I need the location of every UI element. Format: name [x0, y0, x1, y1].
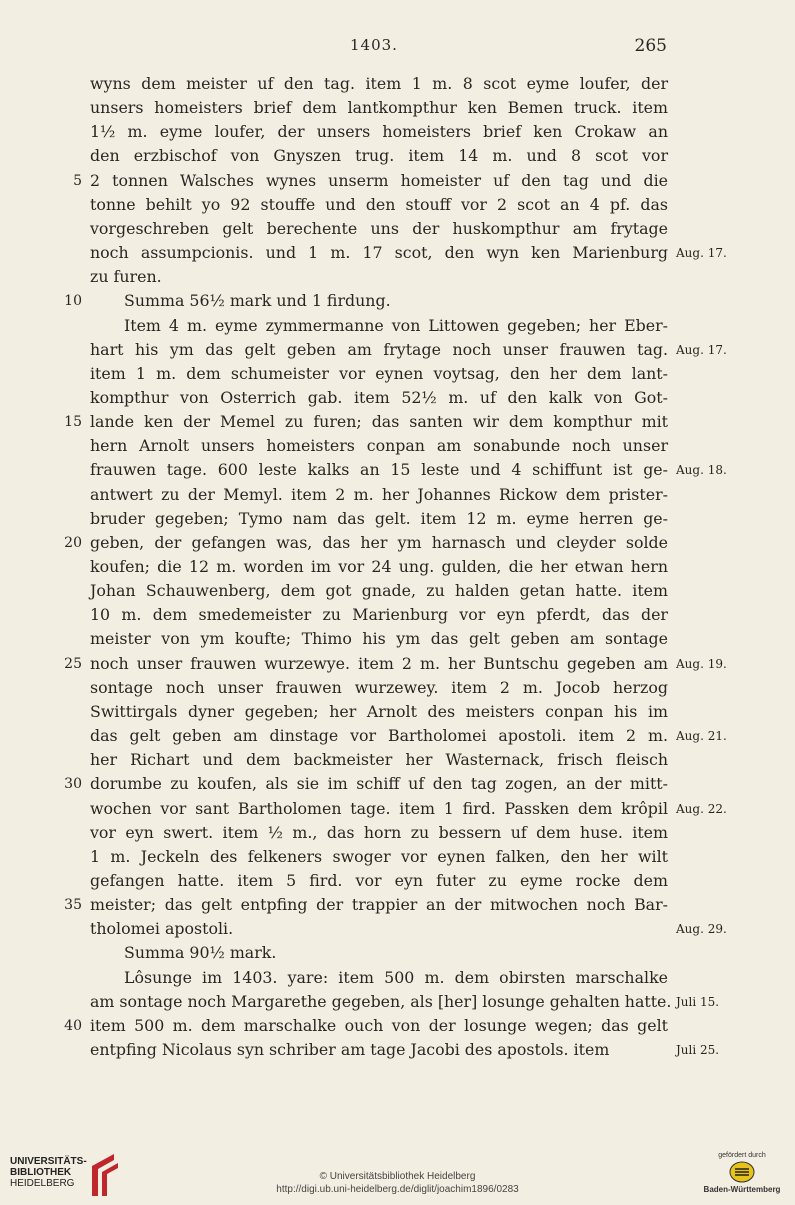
- sponsor-name: Baden-Württemberg: [703, 1185, 781, 1194]
- text-line: item 500 m. dem marschalke ouch von der losunge wegen; das gelt: [90, 1016, 668, 1035]
- sponsor-label: gefördert durch: [718, 1152, 766, 1159]
- text-line: koufen; die 12 m. worden im vor 24 ung. gulden, die her etwan hern: [90, 557, 668, 576]
- line-number: 5: [73, 173, 82, 189]
- text-line: frauwen tage. 600 leste kalks an 15 leste und 4 schiffunt ist ge-: [90, 460, 668, 479]
- state-crest-icon: [729, 1161, 755, 1183]
- text-line: dorumbe zu koufen, als sie im schiff uf den tag zogen, an der mitt-: [90, 774, 668, 793]
- line-number: 15: [64, 414, 82, 430]
- text-line: Item 4 m. eyme zymmermanne von Littowen gegeben; her Eber-: [124, 316, 668, 335]
- text-line: item 1 m. dem schumeister vor eynen voytsag, den her dem lant-: [90, 364, 668, 383]
- margin-date: Aug. 19.: [676, 657, 727, 671]
- text-line: lande ken der Memel zu furen; das santen wir dem kompthur mit: [90, 412, 668, 431]
- source-url-link[interactable]: http://digi.ub.uni-heidelberg.de/diglit/joachim1896/0283: [276, 1184, 519, 1195]
- text-line: meister; das gelt entpfing der trappier an der mitwochen noch Bar-: [90, 895, 668, 914]
- text-line: her Richart und dem backmeister her Wasternack, frisch fleisch: [90, 750, 668, 769]
- margin-date: Aug. 22.: [676, 802, 727, 816]
- text-line: vorgeschreben gelt berechente uns der huskompthur am frytage: [90, 219, 668, 238]
- text-line: 1½ m. eyme loufer, der unsers homeisters brief ken Crokaw an: [90, 122, 668, 141]
- copyright-text: © Universitätsbibliothek Heidelberg: [319, 1171, 476, 1182]
- text-line: 10 m. dem smedemeister zu Marienburg vor eyn pferdt, das der: [90, 605, 668, 624]
- text-line: entpfing Nicolaus syn schriber am tage Jacobi des apostols. item: [90, 1040, 610, 1059]
- margin-date: Aug. 17.: [676, 246, 727, 260]
- line-number: 40: [64, 1018, 82, 1034]
- margin-date: Aug. 29.: [676, 922, 727, 936]
- text-line: vor eyn swert. item ½ m., das horn zu bessern uf dem huse. item: [90, 823, 668, 842]
- text-line: 1 m. Jeckeln des felkeners swoger vor eynen falken, den her wilt: [90, 847, 668, 866]
- text-line: meister von ym koufte; Thimo his ym das gelt geben am sontage: [90, 629, 668, 648]
- line-number: 20: [64, 535, 82, 551]
- text-line: sontage noch unser frauwen wurzewey. item 2 m. Jocob herzog: [90, 678, 668, 697]
- text-line: kompthur von Osterrich gab. item 52½ m. uf den kalk von Got-: [90, 388, 668, 407]
- text-line: wochen vor sant Bartholomen tage. item 1 fird. Passken dem krôpil: [90, 799, 668, 818]
- text-line: noch unser frauwen wurzewye. item 2 m. her Buntschu gegeben am: [90, 654, 668, 673]
- text-line: das gelt geben am dinstage vor Bartholomei apostoli. item 2 m.: [90, 726, 668, 745]
- text-line: unsers homeisters brief dem lantkompthur ken Bemen truck. item: [90, 98, 668, 117]
- text-line: am sontage noch Margarethe gegeben, als [her] losunge gehalten hatte.: [90, 992, 672, 1011]
- logo-line-2: BIBLIOTHEK: [10, 1167, 72, 1178]
- text-line: hart his ym das gelt geben am frytage noch unser frauwen tag.: [90, 340, 668, 359]
- text-line: noch assumpcionis. und 1 m. 17 scot, den wyn ken Marienburg: [90, 243, 668, 262]
- text-line: Summa 90½ mark.: [124, 943, 277, 962]
- text-line: geben, der gefangen was, das her ym harnasch und cleyder solde: [90, 533, 668, 552]
- logo-line-1: UNIVERSITÄTS-: [10, 1156, 87, 1167]
- text-line: zu furen.: [90, 267, 162, 286]
- text-line: den erzbischof von Gnyszen trug. item 14 m. und 8 scot vor: [90, 146, 668, 165]
- header-year: 1403.: [350, 36, 398, 54]
- text-line: Swittirgals dyner gegeben; her Arnolt des meisters conpan his im: [90, 702, 668, 721]
- text-line: antwert zu der Memyl. item 2 m. her Johannes Rickow dem prister-: [90, 485, 668, 504]
- margin-date: Aug. 17.: [676, 343, 727, 357]
- text-line: gefangen hatte. item 5 fird. vor eyn futer zu eyme rocke dem: [90, 871, 668, 890]
- text-line: tholomei apostoli.: [90, 919, 234, 938]
- text-line: tonne behilt yo 92 stouffe und den stouff vor 2 scot an 4 pf. das: [90, 195, 668, 214]
- margin-date: Aug. 18.: [676, 463, 727, 477]
- text-line: 2 tonnen Walsches wynes unserm homeister uf den tag und die: [90, 171, 668, 190]
- text-line: bruder gegeben; Tymo nam das gelt. item 12 m. eyme herren ge-: [90, 509, 668, 528]
- text-line: Johan Schauwenberg, dem got gnade, zu halden getan hatte. item: [90, 581, 668, 600]
- text-line: Summa 56½ mark und 1 firdung.: [124, 291, 391, 310]
- text-line: hern Arnolt unsers homeisters conpan am sonabunde noch unser: [90, 436, 668, 455]
- sponsor-block: [701, 1152, 783, 1194]
- margin-date: Juli 15.: [676, 995, 720, 1009]
- margin-date: Juli 25.: [676, 1043, 720, 1057]
- line-number: 25: [64, 656, 82, 672]
- copyright-notice: [0, 1170, 795, 1196]
- page-number: 265: [634, 36, 667, 56]
- line-number: 35: [64, 897, 82, 913]
- text-line: Lôsunge im 1403. yare: item 500 m. dem obirsten marschalke: [124, 968, 668, 987]
- line-number: 10: [64, 293, 82, 309]
- line-number: 30: [64, 776, 82, 792]
- margin-date: Aug. 21.: [676, 729, 727, 743]
- logo-line-3: HEIDELBERG: [10, 1178, 75, 1189]
- text-line: wyns dem meister uf den tag. item 1 m. 8 scot eyme loufer, der: [90, 74, 668, 93]
